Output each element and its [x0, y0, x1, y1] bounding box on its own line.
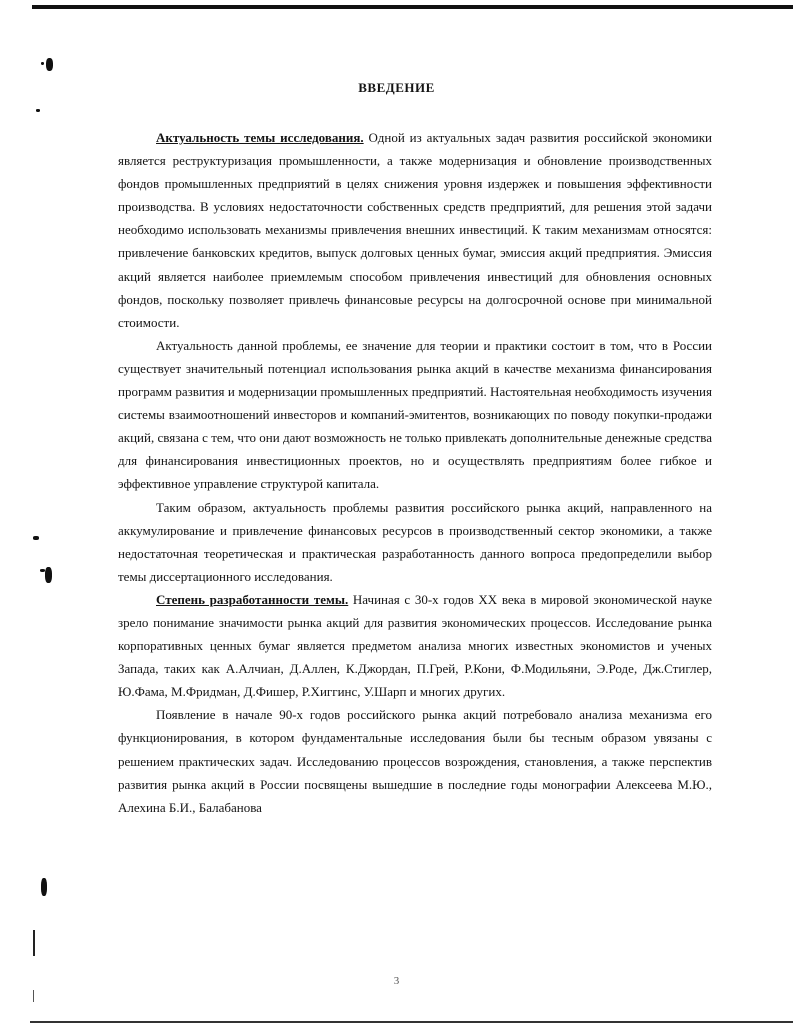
- scan-speck: [41, 878, 47, 896]
- paragraph-russian-market: [118, 703, 712, 818]
- scan-speck: [41, 62, 44, 65]
- paragraph-significance: [118, 334, 712, 496]
- paragraph-conclusion: [118, 496, 712, 588]
- scan-top-rule: [32, 5, 793, 9]
- scan-speck: [36, 109, 40, 112]
- body-text: [118, 126, 712, 819]
- paragraph-text: Появление в начале 90-х годов российского рынка акций потребовало анализа механизма его функционирования, в котором фундаментальные исследования были бы тесным образом увязаны с решением практических задач. Исследованию процессов возрождения, становления, а также перспектив развития рынка акций в России посвящены вышедшие в последние годы монографии Алексеева М.Ю., Алехина Б.И., Балабанова: [118, 707, 712, 815]
- scan-speck: [46, 58, 53, 71]
- paragraph-relevance: [118, 126, 712, 334]
- scan-bottom-rule: [30, 1021, 793, 1023]
- page-title: ВВЕДЕНИЕ: [358, 80, 435, 95]
- scan-speck: [33, 536, 39, 540]
- scan-speck: [45, 567, 52, 583]
- section-heading-relevance: Актуальность темы исследования.: [156, 130, 364, 145]
- paragraph-text: Таким образом, актуальность проблемы развития российского рынка акций, направленного на аккумулирование и привлечение финансовых ресурсов в производственный сектор экономики, а также недостаточная теоретическая и практическая разработанность данного вопроса предопределили выбор темы диссертационного исследования.: [118, 499, 712, 584]
- paragraph-development-degree: [118, 588, 712, 703]
- paragraph-text: Актуальность данной проблемы, ее значение для теории и практики состоит в том, что в России существует значительный потенциал использования рынка акций в качестве механизма финансирования программ развития и модернизации промышленных предприятий. Настоятельная необходимость изучения системы взаимоотношений инвесторов и компаний-эмитентов, возникающих по поводу покупки-продажи акций, связана с тем, что они дают возможность не только привлекать дополнительные денежные средства для финансирования инвестиционных проектов, но и осуществлять предприятиям более гибкое и эффективное управление структурой капитала.: [118, 337, 712, 492]
- page-number: 3: [393, 975, 400, 987]
- scan-speck: [40, 569, 45, 572]
- paragraph-text: Начиная с 30-х годов XX века в мировой экономической науке зрело понимание значимости рынка акций для развития экономических процессов. Исследование рынка корпоративных ценных бумаг является предметом анализа многих известных экономистов и ученых Запада, таких как А.Алчиан, Д.Аллен, К.Джордан, П.Грей, Р.Кони, Ф.Модильяни, Э.Роде, Дж.Стиглер, Ю.Фама, М.Фридман, Д.Фишер, Р.Хиггинс, У.Шарп и многих других.: [118, 591, 713, 700]
- section-heading-development: Степень разработанности темы.: [156, 591, 349, 607]
- scan-edge-mark: [33, 990, 34, 1002]
- paragraph-text: Одной из актуальных задач развития российской экономики является реструктуризация промышленности, а также модернизация и обновление производственных фондов промышленных предприятий в целях снижения уровня издержек и повышения эффективности производства. В условиях недостаточности собственных средств предприятий, для решения этой задачи необходимо использовать механизмы привлечения внешних инвестиций. К таким механизмам относятся: привлечение банковских кредитов, выпуск долговых ценных бумаг, эмиссия акций предприятия. Эмиссия акций является наиболее приемлемым способом привлечения инвестиций для обновления основных фондов, поскольку позволяет привлечь финансовые ресурсы на долгосрочной основе при минимальной стоимости.: [118, 130, 712, 330]
- scan-edge-mark: [33, 930, 35, 956]
